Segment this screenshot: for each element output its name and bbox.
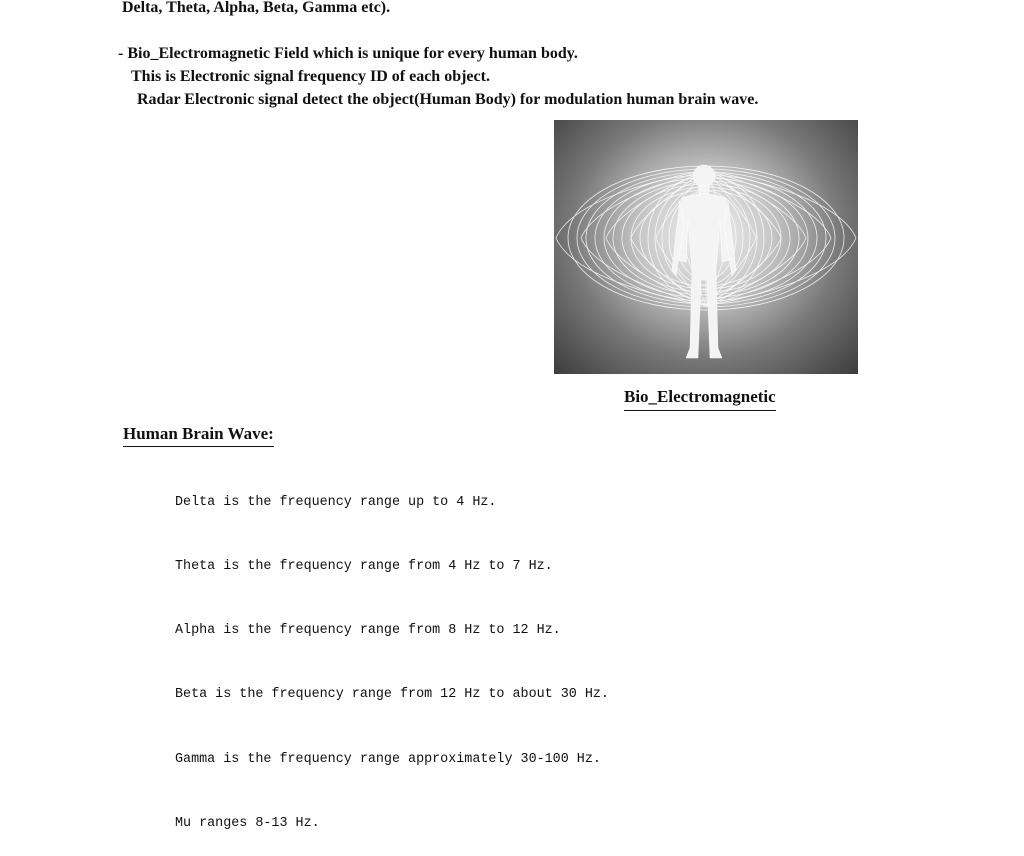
intro-line-top: Delta, Theta, Alpha, Beta, Gamma etc).: [122, 0, 391, 16]
brain-wave-item-alpha: Alpha is the frequency range from 8 Hz to 12 Hz.: [175, 623, 561, 639]
intro-bio-line-2: This is Electronic signal frequency ID of each object.: [131, 68, 490, 85]
brain-wave-item-beta: Beta is the frequency range from 12 Hz to about 30 Hz.: [175, 687, 609, 703]
brain-wave-item-mu: Mu ranges 8-13 Hz.: [175, 815, 320, 831]
bio-electromagnetic-figure: [554, 120, 858, 374]
brain-wave-item-delta: Delta is the frequency range up to 4 Hz.: [175, 494, 497, 510]
intro-bio-line-3: Radar Electronic signal detect the object(Human Body) for modulation human brain wave.: [137, 91, 759, 108]
intro-bio-line-1: - Bio_Electromagnetic Field which is unique for every human body.: [118, 45, 578, 62]
figure-caption: Bio_Electromagnetic: [624, 386, 776, 411]
brain-wave-item-gamma: Gamma is the frequency range approximately 30-100 Hz.: [175, 751, 601, 767]
brain-wave-heading: Human Brain Wave:: [123, 423, 274, 447]
torus-field-illustration: [554, 120, 858, 374]
brain-wave-list: [175, 449, 609, 856]
brain-wave-item-theta: Theta is the frequency range from 4 Hz to 7 Hz.: [175, 559, 553, 575]
